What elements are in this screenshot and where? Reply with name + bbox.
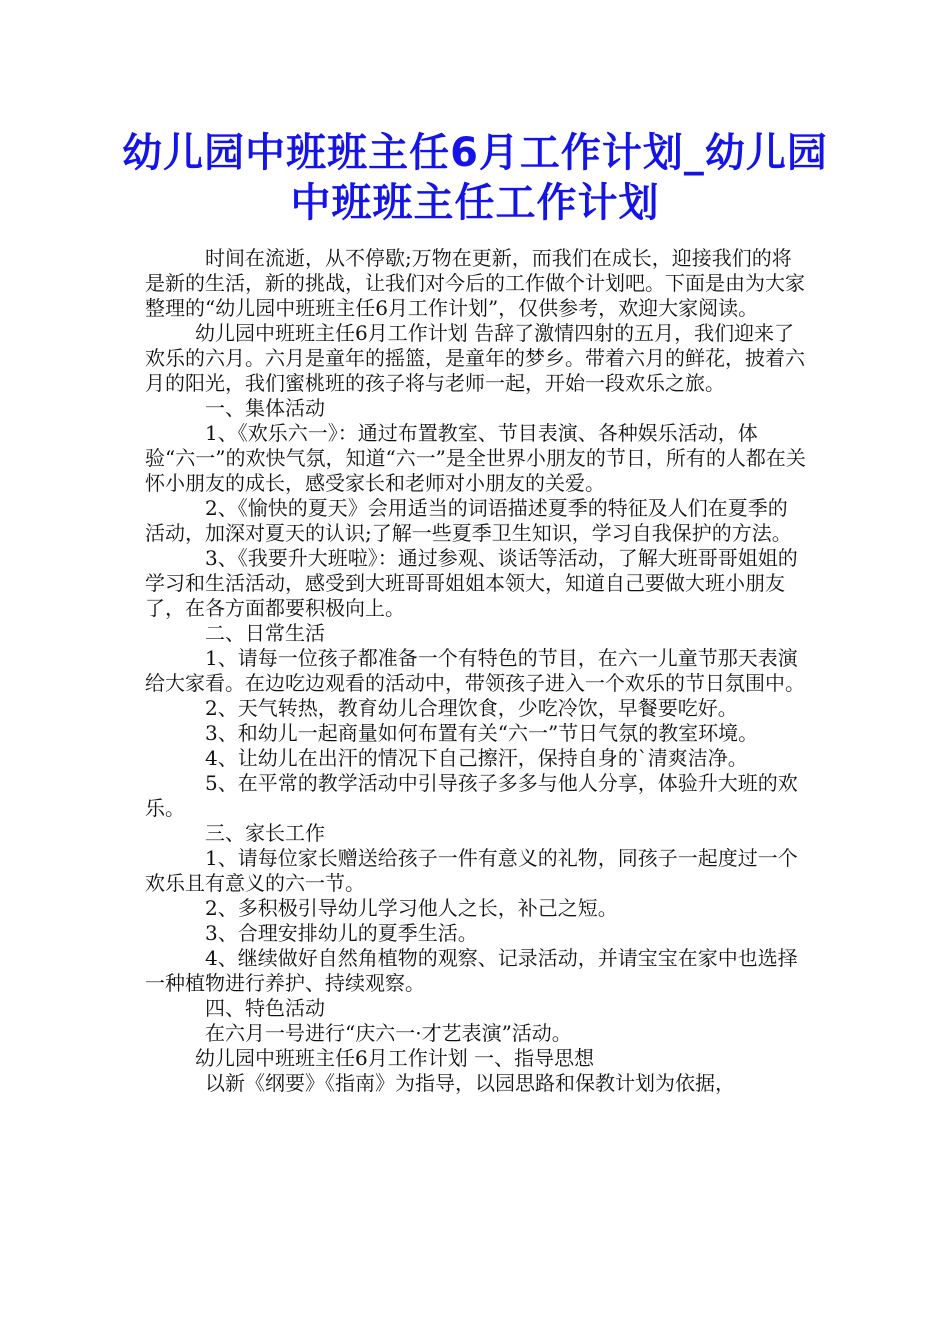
paragraph: 幼儿园中班班主任6月工作计划 告辞了激情四射的五月，我们迎来了欢乐的六月。六月是童年的摇篮，是童年的梦乡。带着六月的鲜花，披着六月的阳光，我们蜜桃班的孩子将与老师一起，开始一段欢乐之旅。 xyxy=(145,321,805,395)
paragraph: 4、继续做好自然角植物的观察、记录活动，并请宝宝在家中也选择一种植物进行养护、持续观察。 xyxy=(145,946,798,995)
paragraph: 3、合理安排幼儿的夏季生活。 xyxy=(205,921,478,945)
paragraph: 5、在平常的教学活动中引导孩子多多与他人分享，体验升大班的欢乐。 xyxy=(145,771,798,820)
paragraph: 以新《纲要》《指南》为指导，以园思路和保教计划为依据， xyxy=(205,1071,735,1095)
paragraph: 1、请每位家长赠送给孩子一件有意义的礼物，同孩子一起度过一个欢乐且有意义的六一节。 xyxy=(145,846,798,895)
paragraph: 4、让幼儿在出汗的情况下自己擦汗，保持自身的`清爽洁净。 xyxy=(205,746,748,770)
paragraph: 幼儿园中班班主任6月工作计划 一、指导思想 xyxy=(195,1046,595,1070)
paragraph: 二、日常生活 xyxy=(205,621,325,645)
paragraph: 时间在流逝，从不停歇;万物在更新，而我们在成长，迎接我们的将是新的生活，新的挑战，让我们对今后的工作做个计划吧。下面是由为大家整理的“幼儿园中班班主任6月工作计划”，仅供参考，欢迎大家阅读。 xyxy=(145,246,805,320)
paragraph: 2、多积极引导幼儿学习他人之长，补己之短。 xyxy=(205,896,618,920)
paragraph: 在六月一号进行“庆六一·才艺表演”活动。 xyxy=(205,1021,572,1045)
paragraph: 3、和幼儿一起商量如何布置有关“六一”节日气氛的教室环境。 xyxy=(205,721,759,745)
paragraph: 一、集体活动 xyxy=(205,396,325,420)
document-title: 幼儿园中班班主任6月工作计划_幼儿园中班班主任工作计划 xyxy=(122,130,828,226)
paragraph: 2、天气转热，教育幼儿合理饮食，少吃冷饮，早餐要吃好。 xyxy=(205,696,738,720)
paragraph: 3、《我要升大班啦》：通过参观、谈话等活动，了解大班哥哥姐姐的学习和生活活动，感受到大班哥哥姐姐本领大，知道自己要做大班小朋友了，在各方面都要积极向上。 xyxy=(145,546,798,620)
paragraph: 2、《愉快的夏天》会用适当的词语描述夏季的特征及人们在夏季的活动，加深对夏天的认识;了解一些夏季卫生知识，学习自我保护的方法。 xyxy=(145,496,792,545)
document-body xyxy=(145,246,807,1096)
paragraph: 三、家长工作 xyxy=(205,821,325,845)
paragraph: 1、请每一位孩子都准备一个有特色的节目，在六一儿童节那天表演给大家看。在边吃边观看的活动中，带领孩子进入一个欢乐的节日氛围中。 xyxy=(145,646,805,695)
paragraph: 1、《欢乐六一》：通过布置教室、节目表演、各种娱乐活动，体验“六一”的欢快气氛，知道“六一”是全世界小朋友的节日，所有的人都在关怀小朋友的成长，感受家长和老师对小朋友的关爱。 xyxy=(145,421,806,495)
paragraph: 四、特色活动 xyxy=(205,996,325,1020)
